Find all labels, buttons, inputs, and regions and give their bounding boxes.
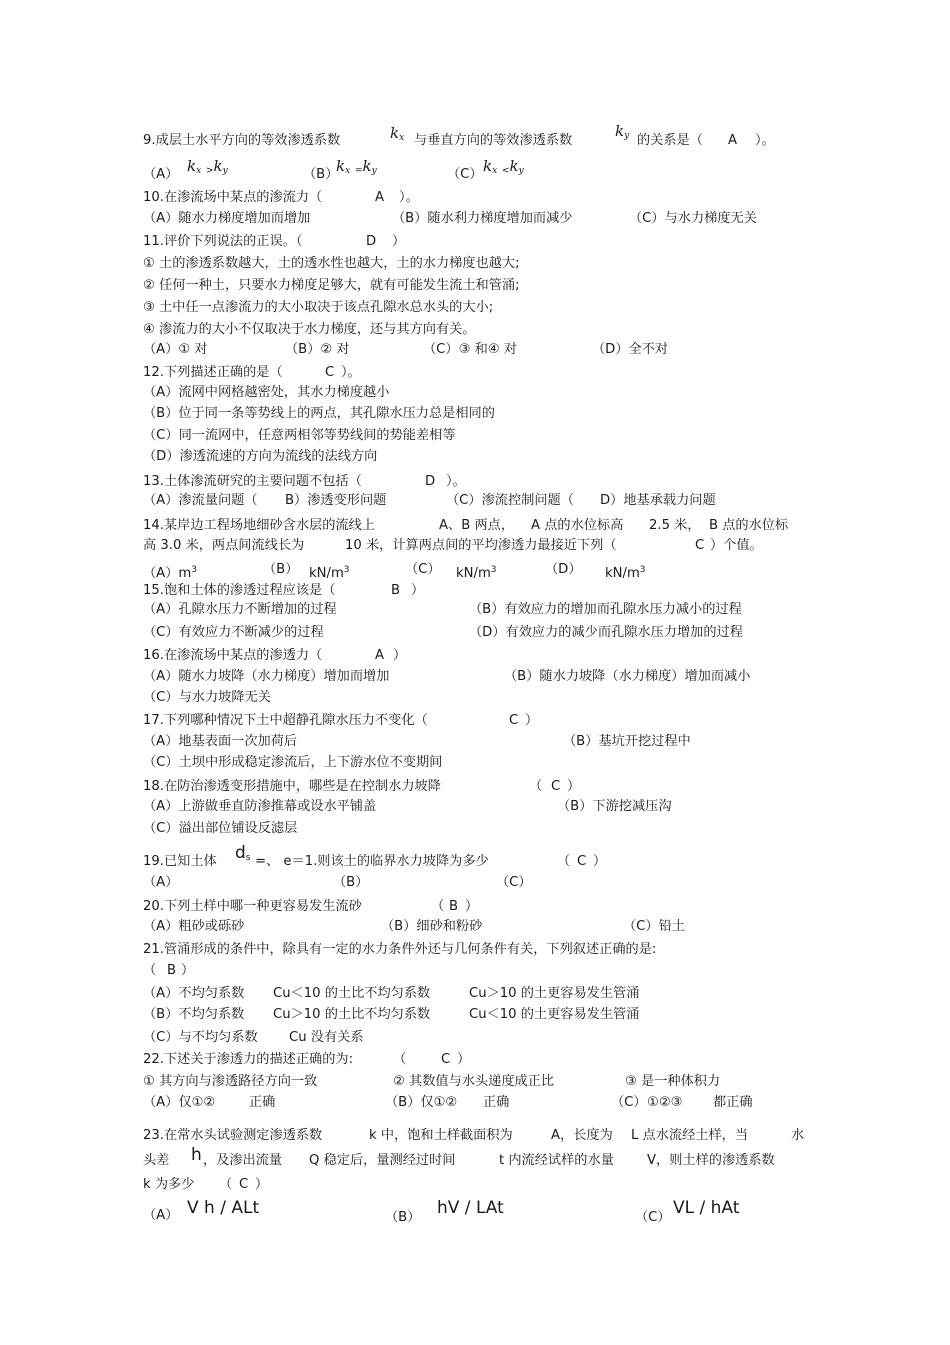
q12-option-b: （B）位于同一条等势线上的两点，其孔隙水压力总是相同的 bbox=[143, 406, 495, 421]
q13-option-c: （C）渗流控制问题（ bbox=[446, 493, 574, 508]
q16-option-b: （B）随水力坡降（水力梯度）增加而减小 bbox=[504, 669, 751, 684]
q18-option-c: （C）溢出部位铺设反滤层 bbox=[143, 821, 298, 836]
kx-symbol: $k_x$ bbox=[390, 124, 405, 143]
q14-option-c: （C） bbox=[405, 562, 441, 577]
q9-option-c: （C） bbox=[447, 167, 483, 182]
ky-symbol: $k_y$ bbox=[615, 122, 630, 141]
q14-option-b-unit: $kN/m^3$ bbox=[309, 565, 350, 581]
q13-option-b: B）渗透变形问题 bbox=[285, 493, 387, 508]
q23-option-c: （C） bbox=[635, 1210, 671, 1225]
q9-option-b: （B） bbox=[303, 167, 339, 182]
q22-option-b: （B）仅①② bbox=[385, 1095, 458, 1110]
q11-statement-3: ③ 土中任一点渗流力的大小取决于该点孔隙水总水头的大小; bbox=[143, 300, 494, 315]
q22-answer: C bbox=[441, 1052, 451, 1067]
q12-answer: C bbox=[325, 365, 335, 380]
q19-option-a: （A） bbox=[143, 875, 179, 890]
q9-option-c-formula: $k_x$ $_<k_y$ bbox=[483, 157, 524, 176]
q15-answer: B bbox=[391, 583, 401, 598]
q17-option-a: （A）地基表面一次加荷后 bbox=[143, 734, 298, 749]
q19-option-c: （C） bbox=[496, 875, 532, 890]
q22-statement-1: ① 其方向与渗透路径方向一致 bbox=[143, 1074, 318, 1089]
q16-answer: A bbox=[375, 648, 385, 663]
q16-option-c: （C）与水力坡降无关 bbox=[143, 690, 271, 705]
q14-option-c-unit: $kN/m^3$ bbox=[456, 565, 497, 581]
q23-option-c-formula: VL / hAt bbox=[673, 1198, 740, 1218]
q20-option-a: （A）粗砂或砾砂 bbox=[143, 919, 245, 934]
q23-option-a: （A） bbox=[143, 1208, 179, 1223]
q11-statement-4: ④ 渗流力的大小不仅取决于水力梯度，还与其方向有关。 bbox=[143, 322, 476, 337]
q11-option-b: （B）② 对 bbox=[285, 342, 350, 357]
q15-option-b: （B）有效应力的增加而孔隙水压力减小的过程 bbox=[469, 602, 742, 617]
q23-option-b-formula: hV / LAt bbox=[437, 1198, 504, 1218]
q10-option-c: （C）与水力梯度无关 bbox=[629, 211, 757, 226]
q11-option-a: （A）① 对 bbox=[143, 342, 208, 357]
q13-option-d: D）地基承载力问题 bbox=[600, 493, 716, 508]
q9-answer: A bbox=[728, 133, 738, 148]
q13-option-a: （A）渗流量问题（ bbox=[143, 493, 258, 508]
q17-option-b: （B）基坑开挖过程中 bbox=[563, 734, 691, 749]
q15-option-c: （C）有效应力不断减少的过程 bbox=[143, 625, 324, 640]
q21-answer: B bbox=[167, 963, 177, 978]
q9-option-a-formula: $k_x$ $_>k_y$ bbox=[187, 157, 228, 176]
q9-option-b-formula: $k_x$ $_=k_y$ bbox=[336, 157, 377, 176]
q12-option-d: （D）渗透流速的方向为流线的法线方向 bbox=[143, 449, 378, 464]
q11-statement-2: ② 任何一种土，只要水力梯度足够大，就有可能发生流土和管涌; bbox=[143, 278, 520, 293]
q14-option-a: $(A)m^3$ bbox=[143, 565, 197, 581]
q22-option-a: （A）仅①② bbox=[143, 1095, 216, 1110]
q18-answer: C bbox=[551, 779, 561, 794]
q11-option-c: （C）③ 和④ 对 bbox=[423, 342, 517, 357]
document-page: 9.成层土水平方向的等效渗透系数 $k_x$ 与垂直方向的等效渗透系数 $k_y$ 的关系是（ A ）。 （A） $k_x$ $_>k_y$ （B） $k_x$ $_=k_y$ （C） $k_x$ $_<k_y$ 10.在渗流场中某点的渗流力（ A ）。 （A）随水力梯度增加而增加 （B）随水利力梯度增加而减少 （C）与水力梯度无关 11.评价下列说法的正误。（ D ） ① 土的渗透系数越大，土的透水性也越大，土的水力梯度也越大; ② 任何一种土，只要水力梯度足够大，就有可能发生流土和管涌; ③ 土中任一点渗流力的大小取决于该点孔隙水总水头的大小; ④ 渗流力的大小不仅取决于水力梯度，还与其方向有关。 （A）① 对 （B）② 对 （C）③ 和④ 对 （D）全不对 12.下列描述正确的是（ C ）。 （A）流网中网格越密处，其水力梯度越小 （B）位于同一条等势线上的两点，其孔隙水压力总是相同的 （C）同一流网中，任意两相邻等势线间的势能差相等 （D）渗透流速的方向为流线的法线方向 13.土体渗流研究的主要问题不包括（ D ）。 （A）渗流量问题（ B）渗透变形问题 （C）渗流控制问题（ D）地基承载力问题 14.某岸边工程场地细砂含水层的流线上 A、B 两点， A 点的水位标高 2.5 米， B 点的水位标 高 3.0 米，两点间流线长为 10 米，计算两点间的平均渗透力最接近下列（ C ）个值。 $(A)m^3$ （B） $kN/m^3$ （C） $kN/m^3$ （D） $kN/m^3$ 15.饱和土体的渗透过程应该是（ B ） （A）孔隙水压力不断增加的过程 （B）有效应力的增加而孔隙水压力减小的过程 （C）有效应力不断减少的过程 （D）有效应力的减少而孔隙水压力增加的过程 16.在渗流场中某点的渗透力（ A ） （A）随水力坡降（水力梯度）增加而增加 （B）随水力坡降（水力梯度）增加而减小 （C）与水力坡降无关 17.下列哪种情况下土中超静孔隙水压力不变化（ C ） （A）地基表面一次加荷后 （B）基坑开挖过程中 （C）土坝中形成稳定渗流后，上下游水位不变期间 18.在防治渗透变形措施中，哪些是在控制水力坡降 （ C ） （A）上游做垂直防渗推幕或设水平铺盖 （B）下游挖减压沟 （C）溢出部位铺设反滤层 19.已知土体 $d_s$ =、 e＝1.则该土的临界水力坡降为多少 （ C ） （A） （B） （C） 20.下列土样中哪一种更容易发生流砂 （ B ） （A）粗砂或砾砂 （B）细砂和粉砂 （C）铅土 21.管涌形成的条件中，除具有一定的水力条件外还与几何条件有关，下列叙述正确的是: （ B ） （A）不均匀系数 Cu＜10 的土比不均匀系数 Cu＞10 的土更容易发生管涌 （B）不均匀系数 Cu＞10 的土比不均匀系数 Cu＜10 的土更容易发生管涌 （C）与不均匀系数 Cu 没有关系 22.下述关于渗透力的描述正确的为: （ C ） ① 其方向与渗透路径方向一致 ② 其数值与水头递度成正比 ③ 是一种体积力 （A）仅①② 正确 （B）仅①② 正确 （C） ①②③ 都正确 23.在常水头试验测定渗透系数 k 中，饱和土样截面积为 A，长度为 L 点水流经土样，当 水 头差 h ，及渗出流量 Q 稳定后，量测经过时间 t 内流经试样的水量 V，则土样的渗透系数 k 为多少 （ C ） （A） V h / ALt （B） hV / LAt （C） VL / hAt bbox=[143, 122, 805, 1225]
q10-option-a: （A）随水力梯度增加而增加 bbox=[143, 211, 311, 226]
q14-option-b: （B） bbox=[263, 562, 299, 577]
h-symbol: h bbox=[191, 1145, 202, 1165]
q12-option-c: （C）同一流网中，任意两相邻等势线间的势能差相等 bbox=[143, 428, 456, 443]
q20-answer: B bbox=[449, 899, 459, 914]
q11-answer: D bbox=[366, 234, 377, 249]
q23-answer: C bbox=[239, 1177, 249, 1192]
q18-option-b: （B）下游挖减压沟 bbox=[557, 799, 672, 814]
q12-option-a: （A）流网中网格越密处，其水力梯度越小 bbox=[143, 385, 390, 400]
q15-option-d: （D）有效应力的减少而孔隙水压力增加的过程 bbox=[469, 625, 743, 640]
q14-option-d-unit: $kN/m^3$ bbox=[605, 565, 646, 581]
q11-option-d: （D）全不对 bbox=[592, 342, 669, 357]
q11-statement-1: ① 土的渗透系数越大，土的透水性也越大，土的水力梯度也越大; bbox=[143, 256, 520, 271]
q14-option-d: （D） bbox=[545, 562, 582, 577]
q22-statement-3: ③ 是一种体积力 bbox=[625, 1074, 721, 1089]
q22-statement-2: ② 其数值与水头递度成正比 bbox=[393, 1074, 555, 1089]
q16-option-a: （A）随水力坡降（水力梯度）增加而增加 bbox=[143, 669, 390, 684]
ds-symbol: $d_s$ bbox=[235, 843, 251, 863]
q9-option-a: （A） bbox=[143, 167, 179, 182]
q18-option-a: （A）上游做垂直防渗推幕或设水平铺盖 bbox=[143, 799, 377, 814]
q19-option-b: （B） bbox=[333, 875, 369, 890]
q23-option-a-formula: V h / ALt bbox=[187, 1198, 260, 1218]
q21-stem: 21.管涌形成的条件中，除具有一定的水力条件外还与几何条件有关，下列叙述正确的是: bbox=[143, 942, 657, 957]
q20-option-b: （B）细砂和粉砂 bbox=[381, 919, 483, 934]
q19-answer: C bbox=[577, 854, 587, 869]
q22-option-c: （C） bbox=[611, 1095, 647, 1110]
q10-answer: A bbox=[375, 190, 385, 205]
q23-option-b: （B） bbox=[385, 1210, 421, 1225]
q17-answer: C bbox=[509, 713, 519, 728]
q13-answer: D bbox=[425, 474, 436, 489]
q17-option-c: （C）土坝中形成稳定渗流后，上下游水位不变期间 bbox=[143, 755, 443, 770]
q14-answer: C bbox=[695, 538, 705, 553]
q10-option-b: （B）随水利力梯度增加而减少 bbox=[392, 211, 573, 226]
q15-option-a: （A）孔隙水压力不断增加的过程 bbox=[143, 602, 337, 617]
q20-option-c: （C）铅土 bbox=[623, 919, 685, 934]
